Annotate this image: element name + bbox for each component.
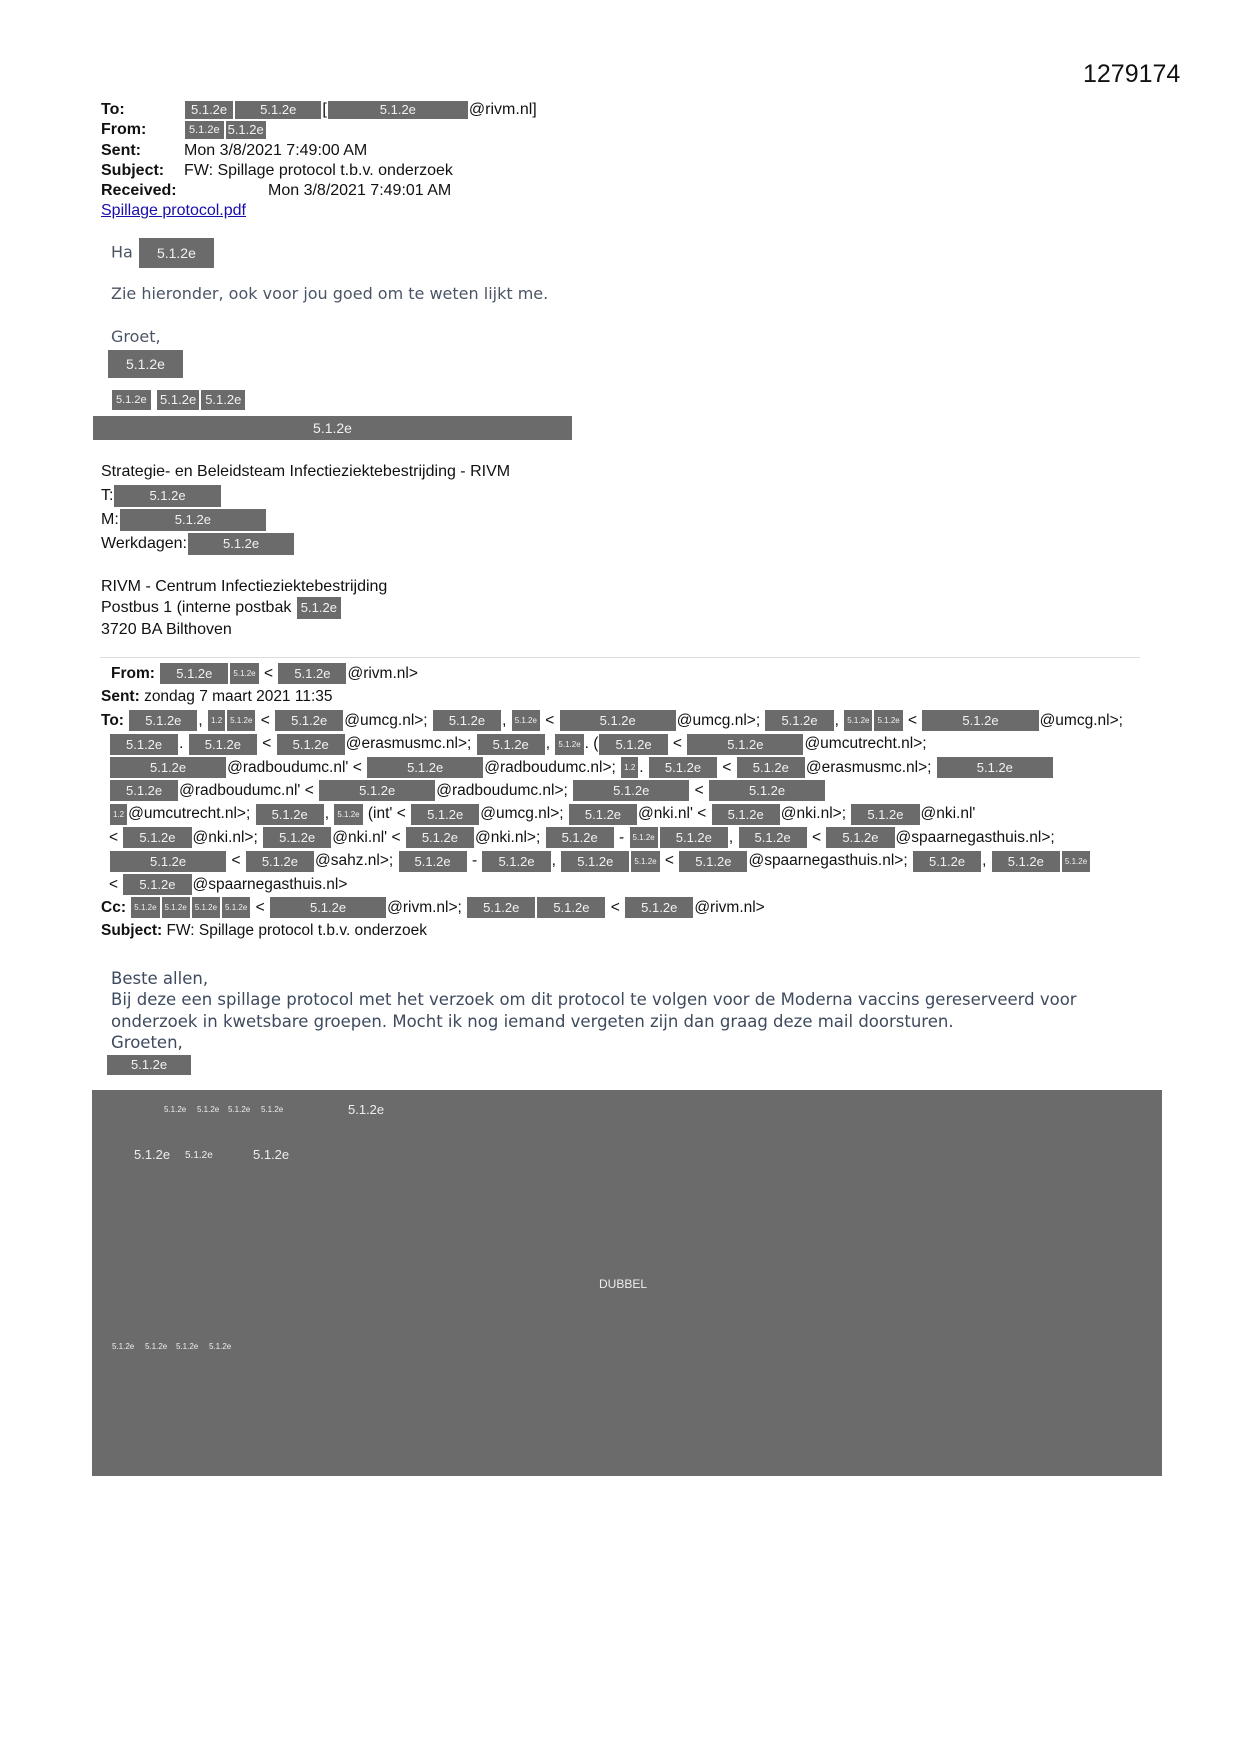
redaction: 5.1.2e (192, 897, 220, 918)
signature (101, 460, 510, 640)
redaction: 5.1.2e (110, 780, 178, 801)
redaction: 5.1.2e (712, 804, 780, 825)
redaction: 5.1.2e (660, 827, 728, 848)
redaction: 5.1.2e (1062, 851, 1090, 872)
recipient-text: @nki.nl>; (474, 828, 545, 846)
recipient-text: @rivm.nl>; (387, 898, 467, 916)
recipient-line (101, 756, 1123, 779)
redaction: 1.2 (621, 757, 638, 778)
redaction: 5.1.2e (560, 710, 676, 731)
recipient-text: < (690, 781, 708, 799)
recipient-line (101, 732, 1123, 755)
recipient-line (101, 826, 1123, 849)
recipient-text: , (502, 711, 511, 729)
signature-city: 3720 BA Bilthoven (101, 621, 232, 638)
redaction: 5.1.2e (874, 710, 902, 731)
recipient-text: @nki.nl' < (638, 805, 711, 823)
redaction: 5.1.2e (270, 897, 386, 918)
recipient-text: (int' < (363, 805, 411, 823)
redaction: 5.1.2e (185, 101, 233, 119)
recipient-text: , (551, 852, 561, 870)
redaction: 5.1.2e (110, 757, 226, 778)
recipient-line (101, 709, 1123, 732)
redaction: 5.1.2e (129, 710, 197, 731)
redaction: 5.1.2e (197, 1105, 220, 1114)
recipient-text: < (109, 875, 123, 893)
recipient-text: , (324, 805, 334, 823)
redaction: 5.1.2e (107, 1055, 191, 1075)
signature-postbus: Postbus 1 (interne postbak (101, 599, 292, 617)
redaction: 5.1.2e (937, 757, 1053, 778)
mobile-label: M: (101, 511, 119, 528)
redaction: 5.1.2e (164, 1105, 187, 1114)
recipient-text: @rivm.nl> (347, 665, 418, 682)
redaction: 5.1.2e (222, 897, 250, 918)
redaction: 5.1.2e (467, 897, 535, 918)
redaction: 5.1.2e (188, 533, 294, 555)
recipient-text: @radboudumc.nl' < (227, 758, 367, 776)
recipient-line (101, 873, 1123, 896)
subject-value: FW: Spillage protocol t.b.v. onderzoek (184, 161, 453, 179)
redaction: 5.1.2e (433, 710, 501, 731)
recipient-text: - (467, 852, 482, 870)
recipient-text: @radboudumc.nl' < (179, 781, 319, 799)
sent-label: Sent: (101, 688, 140, 706)
received-label: Received: (101, 182, 177, 200)
signature-team: Strategie- en Beleidsteam Infectieziektebestrijding - RIVM (101, 463, 511, 480)
sent-label: Sent: (101, 141, 141, 159)
redaction: 5.1.2e (112, 390, 151, 410)
received-value: Mon 3/8/2021 7:49:01 AM (268, 182, 452, 200)
recipient-text: . ( (584, 735, 599, 753)
recipient-text: @nki.nl' < (332, 828, 405, 846)
redaction: 5.1.2e (277, 734, 345, 755)
recipient-text: , (198, 711, 208, 729)
recipient-text: @sahz.nl>; (314, 852, 398, 870)
recipient-text: , (834, 711, 844, 729)
cc-value (130, 899, 764, 916)
redaction: 5.1.2e (228, 1105, 251, 1114)
redaction: 5.1.2e (123, 827, 191, 848)
redaction: 5.1.2e (844, 710, 872, 731)
subject-value: FW: Spillage protocol t.b.v. onderzoek (166, 922, 427, 940)
recipient-text: < (109, 828, 123, 846)
recipient-text: @radboudumc.nl>; (436, 781, 573, 799)
from-value (159, 665, 418, 682)
redaction: 1.2 (208, 710, 225, 731)
redaction: 5.1.2e (256, 804, 324, 825)
recipient-text: < (257, 735, 276, 753)
recipient-text: , (545, 735, 555, 753)
redaction: 5.1.2e (209, 1342, 232, 1351)
redaction: 5.1.2e (406, 827, 474, 848)
recipient-text: < (227, 852, 245, 870)
recipient-text: @nki.nl>; (192, 828, 263, 846)
recipient-text: @radboudumc.nl>; (484, 758, 621, 776)
redaction: 5.1.2e (687, 734, 803, 755)
redaction: 5.1.2e (328, 101, 468, 119)
redaction: 5.1.2e (120, 509, 266, 531)
redaction: 5.1.2e (110, 851, 226, 872)
redaction: 5.1.2e (227, 122, 264, 138)
recipient-text: < (668, 735, 687, 753)
redaction: 5.1.2e (482, 851, 550, 872)
cc-label: Cc: (101, 898, 126, 916)
redaction: 5.1.2e (145, 1342, 168, 1351)
phone-label: T: (101, 487, 114, 504)
redaction: 5.1.2e (131, 897, 159, 918)
recipient-line (101, 779, 1123, 802)
redaction: 5.1.2e (546, 827, 614, 848)
redaction: 5.1.2e (631, 851, 659, 872)
redaction: 5.1.2e (399, 851, 467, 872)
redaction: 5.1.2e (709, 780, 825, 801)
recipient-text: @erasmusmc.nl>; (345, 735, 476, 753)
redaction: 5.1.2e (561, 851, 629, 872)
recipient-text: @umcg.nl>; (676, 711, 765, 729)
recipient-text: . (639, 758, 648, 776)
message-closing: Groeten, (111, 1032, 183, 1052)
sent-value: zondag 7 maart 2021 11:35 (144, 688, 333, 706)
redaction: 5.1.2e (123, 874, 191, 895)
redaction: 5.1.2e (297, 597, 341, 619)
recipient-text: @nki.nl' (920, 805, 976, 823)
recipient-text: < (251, 898, 269, 916)
recipient-text: < (718, 758, 736, 776)
from-label: From: (101, 121, 147, 139)
redaction-wide: 5.1.2e (93, 416, 572, 440)
redaction: 5.1.2e (263, 827, 331, 848)
from-label: From: (111, 665, 155, 682)
recipient-text: @rivm.nl> (694, 898, 765, 916)
recipient-text: @umcg.nl>; (344, 711, 432, 729)
redaction: 5.1.2e (230, 663, 258, 684)
recipient-text: @umcg.nl>; (480, 805, 568, 823)
sent-value: Mon 3/8/2021 7:49:00 AM (184, 141, 368, 159)
redaction: 5.1.2e (319, 780, 435, 801)
to-label: To: (101, 101, 125, 118)
redacted-block (92, 1090, 1162, 1476)
recipient-text: , (728, 828, 738, 846)
redaction: 5.1.2e (157, 390, 199, 410)
redaction: 5.1.2e (555, 734, 583, 755)
redaction: 5.1.2e (112, 1342, 135, 1351)
recipient-text: @spaarnegasthuis.nl>; (895, 828, 1055, 846)
recipient-text: @spaarnegasthuis.nl> (192, 875, 348, 893)
redaction: 5.1.2e (537, 897, 605, 918)
recipient-text: @spaarnegasthuis.nl>; (748, 852, 912, 870)
bracket: [ (322, 101, 327, 118)
redaction: 5.1.2e (765, 710, 833, 731)
redaction: 5.1.2e (679, 851, 747, 872)
to-recipients (101, 709, 1123, 896)
redaction: 5.1.2e (185, 121, 224, 139)
redaction: 5.1.2e (922, 710, 1038, 731)
recipient-text: @erasmusmc.nl>; (805, 758, 936, 776)
redaction: 5.1.2e (625, 897, 693, 918)
redaction: 5.1.2e (573, 780, 689, 801)
reply-greeting (111, 238, 215, 268)
page-number: 1279174 (1083, 60, 1181, 88)
redaction: 5.1.2e (739, 827, 807, 848)
redaction: 5.1.2e (278, 663, 346, 684)
redaction: 5.1.2e (275, 710, 343, 731)
recipient-text: @umcg.nl>; (1039, 711, 1123, 729)
dubbel-label: DUBBEL (599, 1277, 648, 1291)
redaction: 5.1.2e (334, 804, 362, 825)
greeting-text: Ha (111, 242, 133, 262)
recipient-text: @umcutrecht.nl>; (804, 735, 927, 753)
workdays-label: Werkdagen: (101, 535, 187, 552)
message-text: Bij deze een spillage protocol met het verzoek om dit protocol te volgen voor de Moderna vaccins gereserveerd voor onderzoek in kwetsbare groepen. Mocht ik nog iemand vergeten zijn dan graag deze mail doorsturen. (111, 990, 1077, 1031)
recipient-text: < (660, 852, 679, 870)
redaction: 5.1.2e (189, 734, 257, 755)
redaction: 5.1.2e (367, 757, 483, 778)
redaction: 5.1.2e (913, 851, 981, 872)
to-domain: @rivm.nl] (468, 101, 537, 118)
redaction: 5.1.2e (235, 101, 321, 119)
redaction: 5.1.2e (599, 734, 667, 755)
redaction: 5.1.2e (246, 851, 314, 872)
recipient-text: . (179, 735, 188, 753)
redaction: 5.1.2e (477, 734, 545, 755)
recipient-text: < (256, 711, 275, 729)
recipient-text: < (606, 898, 625, 916)
redaction: 5.1.2e (114, 485, 220, 507)
redaction: 5.1.2e (851, 804, 919, 825)
redaction: 5.1.2e (162, 897, 190, 918)
recipient-text: , (982, 852, 991, 870)
subject-label: Subject: (101, 922, 163, 940)
redaction: 5.1.2e (176, 1342, 199, 1351)
redaction: 5.1.2e (201, 390, 245, 410)
redaction: 5.1.2e (569, 804, 637, 825)
attachment-link[interactable]: Spillage protocol.pdf (101, 202, 246, 220)
recipient-text: < (540, 711, 559, 729)
subject-label: Subject: (101, 161, 165, 179)
recipient-text: @umcutrecht.nl>; (128, 805, 255, 823)
redaction: 5.1.2e (826, 827, 894, 848)
recipient-text: < (259, 665, 278, 682)
email-header (101, 100, 537, 222)
redaction: 5.1.2e (261, 1105, 284, 1114)
redaction: 5.1.2e (512, 710, 540, 731)
reply-closing: Groet, (111, 327, 161, 346)
recipient-text: @nki.nl>; (780, 805, 851, 823)
redaction: 5.1.2e (253, 1147, 290, 1162)
recipient-text: < (807, 828, 826, 846)
redaction: 5.1.2e (348, 1102, 385, 1117)
message-greeting: Beste allen, (111, 969, 209, 988)
forwarded-header (101, 662, 1123, 943)
redaction: 5.1.2e (139, 238, 214, 268)
to-label: To: (101, 711, 124, 729)
redaction: 5.1.2e (411, 804, 479, 825)
redaction: 5.1.2e (134, 1147, 171, 1162)
redaction: 5.1.2e (630, 827, 658, 848)
redaction: 5.1.2e (185, 1150, 213, 1161)
redaction: 5.1.2e (992, 851, 1060, 872)
redaction: 5.1.2e (649, 757, 717, 778)
separator (100, 657, 1140, 658)
redaction: 5.1.2e (737, 757, 805, 778)
recipient-line (101, 802, 1123, 825)
redaction: 5.1.2e (227, 710, 255, 731)
message-body (111, 968, 1151, 1075)
redaction: 1.2 (110, 804, 127, 825)
recipient-line (101, 849, 1123, 872)
signature-org: RIVM - Centrum Infectieziektebestrijding (101, 578, 388, 595)
redaction: 5.1.2e (110, 734, 178, 755)
redaction: 5.1.2e (160, 663, 228, 684)
reply-text: Zie hieronder, ook voor jou goed om te weten lijkt me. (111, 284, 549, 303)
redaction: 5.1.2e (108, 350, 183, 378)
recipient-text: - (614, 828, 629, 846)
recipient-text: < (903, 711, 922, 729)
